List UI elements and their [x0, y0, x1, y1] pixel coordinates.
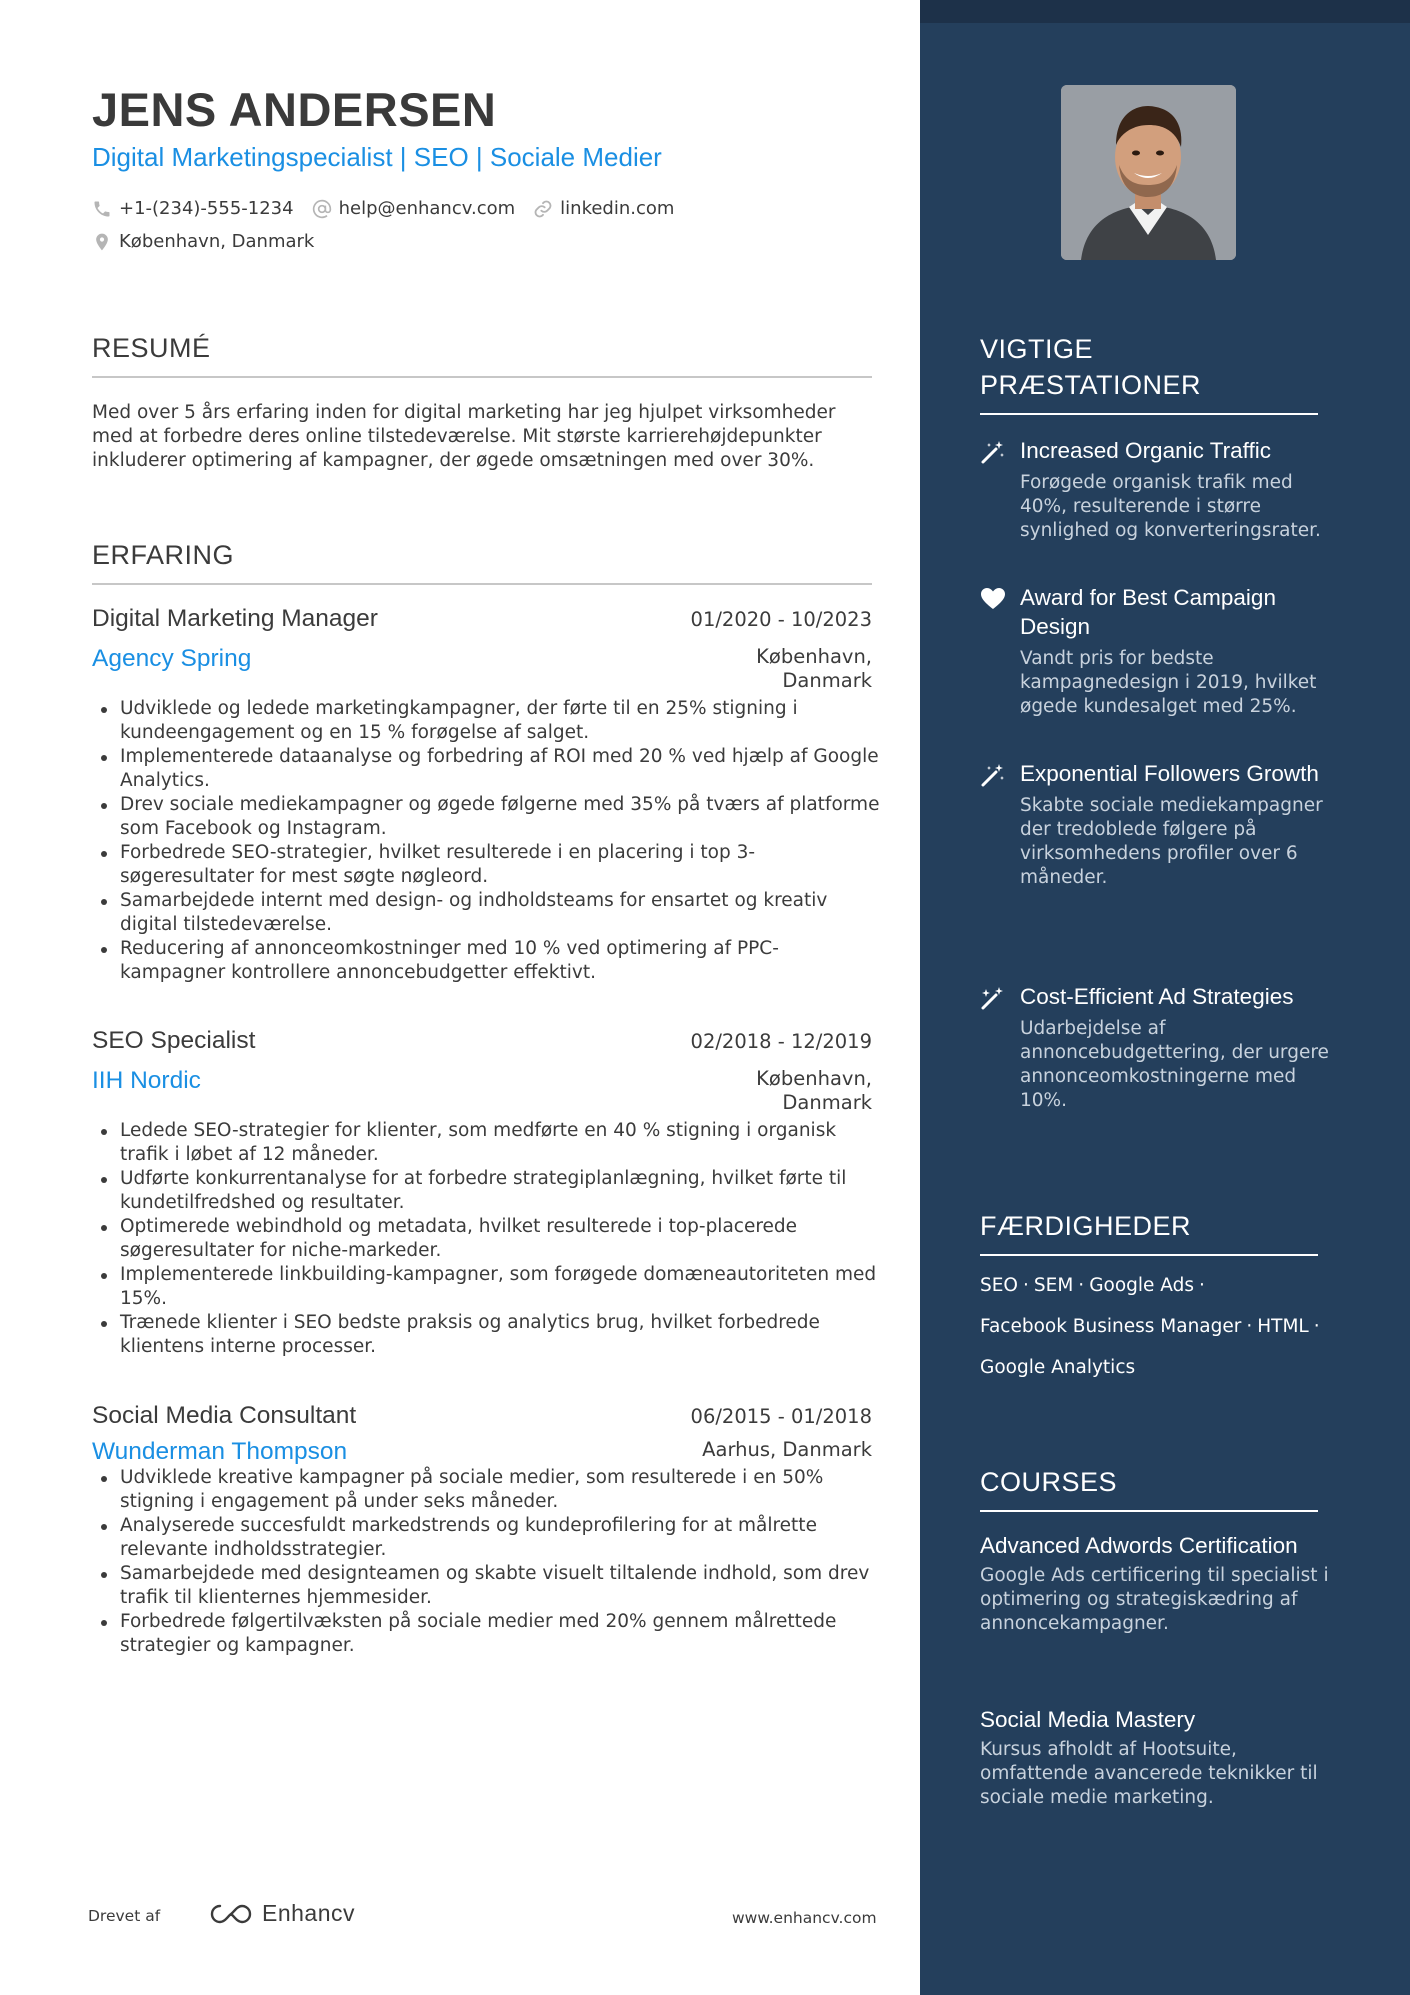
job-entry	[92, 605, 880, 985]
achievement-item	[980, 759, 1340, 890]
skills-list: SEO · SEM · Google Ads · Facebook Business Manager · HTML · Google Analytics	[980, 1275, 1320, 1378]
sidebar-top-bar	[920, 0, 1410, 23]
achievement-title: Award for Best Campaign Design	[1020, 585, 1276, 639]
summary-heading: RESUMÉ	[92, 333, 872, 378]
skills-heading: FÆRDIGHEDER	[980, 1208, 1318, 1256]
list-item: Reducering af annonceomkostninger med 10 % ved optimering af PPC-kampagner kontrollere annoncebudgetter effektivt.	[92, 937, 882, 985]
magic-wand-icon	[980, 439, 1006, 465]
course-title: Advanced Adwords Certification	[980, 1533, 1298, 1558]
linkedin-text[interactable]: linkedin.com	[560, 198, 675, 219]
location-row	[92, 231, 332, 252]
list-item: Implementerede linkbuilding-kampagner, som forøgede domæneautoriteten med 15%.	[92, 1263, 882, 1311]
job-entry	[92, 1402, 872, 1658]
phone-icon	[92, 199, 112, 219]
course-title: Social Media Mastery	[980, 1707, 1196, 1732]
list-item: Udviklede kreative kampagner på sociale medier, som resulterede i en 50% stigning i engagement på under seks måneder.	[92, 1466, 882, 1514]
location-pin-icon	[92, 232, 112, 252]
infinity-logo-icon	[208, 1902, 254, 1926]
contact-row	[92, 198, 692, 219]
list-item: Trænede klienter i SEO bedste praksis og analytics brug, hvilket forbedrede klientens interne processer.	[92, 1311, 882, 1359]
job-company: Wunderman Thompson	[92, 1438, 348, 1465]
heart-icon	[980, 586, 1006, 612]
job-dates: 01/2020 - 10/2023	[690, 608, 872, 631]
achievement-item	[980, 436, 1340, 543]
job-bullets	[92, 1119, 877, 1359]
at-icon	[312, 199, 332, 219]
achievement-desc: Vandt pris for bedste kampagnedesign i 2019, hvilket øgede kundesalget med 25%.	[1020, 648, 1317, 717]
contact-phone	[92, 198, 294, 219]
job-title: Digital Marketing Manager	[92, 605, 378, 632]
skill-tag: Google Analytics	[980, 1357, 1136, 1378]
summary-text: Med over 5 års erfaring inden for digital marketing har jeg hjulpet virksomheder med at forbedre deres online tilstedeværelse. Mit største karrierehøjdepunkter inkluderer optimering af kampagner, der øgede omsætningen med over 30%.	[92, 402, 836, 471]
location-text: København, Danmark	[119, 231, 315, 252]
profile-photo	[1061, 85, 1236, 260]
powered-by-text: Drevet af	[88, 1907, 161, 1925]
enhancv-logo[interactable]	[208, 1900, 355, 1927]
contact-email	[312, 198, 516, 219]
courses-heading: COURSES	[980, 1464, 1318, 1512]
email-text[interactable]: help@enhancv.com	[338, 198, 516, 219]
enhancv-brand-text: Enhancv	[262, 1900, 356, 1926]
portrait-image	[1061, 85, 1236, 260]
list-item: Analyserede succesfuldt markedstrends og kundeprofilering for at målrette relevante indholdsstrategier.	[92, 1514, 882, 1562]
list-item: Implementerede dataanalyse og forbedring af ROI med 20 % ved hjælp af Google Analytics.	[92, 745, 882, 793]
list-item: Samarbejdede med designteamen og skabte visuelt tiltalende indhold, som drev trafik til klienternes hjemmesider.	[92, 1562, 882, 1610]
job-dates: 02/2018 - 12/2019	[690, 1030, 872, 1053]
phone-text[interactable]: +1-(234)-555-1234	[119, 198, 294, 219]
job-dates: 06/2015 - 01/2018	[690, 1405, 872, 1428]
list-item: Forbedrede følgertilvæksten på sociale medier med 20% gennem målrettede strategier og kampagner.	[92, 1610, 882, 1658]
job-title: SEO Specialist	[92, 1027, 256, 1054]
list-item: Samarbejdede internt med design- og indholdsteams for ensartet og kreativ digital tilstedeværelse.	[92, 889, 882, 937]
achievement-desc: Forøgede organisk trafik med 40%, resulterende i større synlighed og konverteringsrater.	[1020, 472, 1321, 541]
achievements-heading: VIGTIGE PRÆSTATIONER	[980, 331, 1318, 415]
candidate-tagline: Digital Marketingspecialist | SEO | Sociale Medier	[92, 142, 662, 172]
list-item: Ledede SEO-strategier for klienter, som medførte en 40 % stigning i organisk trafik i løbet af 12 måneder.	[92, 1119, 882, 1167]
job-entry	[92, 1027, 877, 1359]
job-location: Aarhus, Danmark	[702, 1438, 872, 1461]
course-desc: Kursus afholdt af Hootsuite, omfattende avancerede teknikker til sociale medie marketing.	[980, 1739, 1318, 1808]
job-title: Social Media Consultant	[92, 1402, 357, 1429]
achievement-desc: Udarbejdelse af annoncebudgettering, der urgere annonceomkostningerne med 10%.	[1020, 1018, 1329, 1111]
list-item: Forbedrede SEO-strategier, hvilket resulterede i en placering i top 3-søgeresultater for mest søgte nøgleord.	[92, 841, 882, 889]
website-link[interactable]: www.enhancv.com	[732, 1909, 877, 1927]
job-bullets	[92, 1466, 872, 1658]
achievement-title: Exponential Followers Growth	[1020, 761, 1319, 786]
list-item: Udførte konkurrentanalyse for at forbedre strategiplanlægning, hvilket førte til kundetilfredshed og resultater.	[92, 1167, 882, 1215]
achievement-title: Increased Organic Traffic	[1020, 438, 1271, 463]
course-item	[980, 1531, 1350, 1636]
job-location: København, Danmark	[756, 645, 872, 692]
skill-tag: Google Ads	[1089, 1275, 1195, 1296]
achievement-desc: Skabte sociale mediekampagner der tredoblede følgere på virksomhedens profiler over 6 måneder.	[1020, 795, 1323, 888]
job-bullets	[92, 697, 880, 985]
job-company: IIH Nordic	[92, 1067, 201, 1094]
candidate-name: JENS ANDERSEN	[92, 83, 497, 136]
course-item	[980, 1705, 1350, 1810]
list-item: Udviklede og ledede marketingkampagner, der førte til en 25% stigning i kundeengagement og en 15 % forøgelse af salget.	[92, 697, 882, 745]
job-location: København, Danmark	[756, 1067, 872, 1114]
job-company: Agency Spring	[92, 645, 252, 672]
skill-tag: SEM	[1033, 1275, 1074, 1296]
magic-wand-icon	[980, 762, 1006, 788]
experience-heading: ERFARING	[92, 540, 872, 585]
list-item: Optimerede webindhold og metadata, hvilket resulterede i top-placerede søgeresultater for niche-markeder.	[92, 1215, 882, 1263]
list-item: Drev sociale mediekampagner og øgede følgerne med 35% på tværs af platforme som Facebook og Instagram.	[92, 793, 882, 841]
magic-wand-icon	[980, 985, 1006, 1011]
skill-tag: SEO	[980, 1275, 1018, 1296]
link-icon	[533, 199, 553, 219]
achievement-item	[980, 982, 1340, 1113]
contact-location	[92, 231, 314, 252]
skill-tag: HTML	[1257, 1316, 1309, 1337]
sidebar	[920, 0, 1410, 1995]
contact-linkedin	[533, 198, 674, 219]
achievement-title: Cost-Efficient Ad Strategies	[1020, 984, 1294, 1009]
achievement-item	[980, 583, 1340, 719]
course-desc: Google Ads certificering til specialist i optimering og strategiskædring af annoncekampagner.	[980, 1565, 1329, 1634]
skill-tag: Facebook Business Manager	[980, 1316, 1242, 1337]
